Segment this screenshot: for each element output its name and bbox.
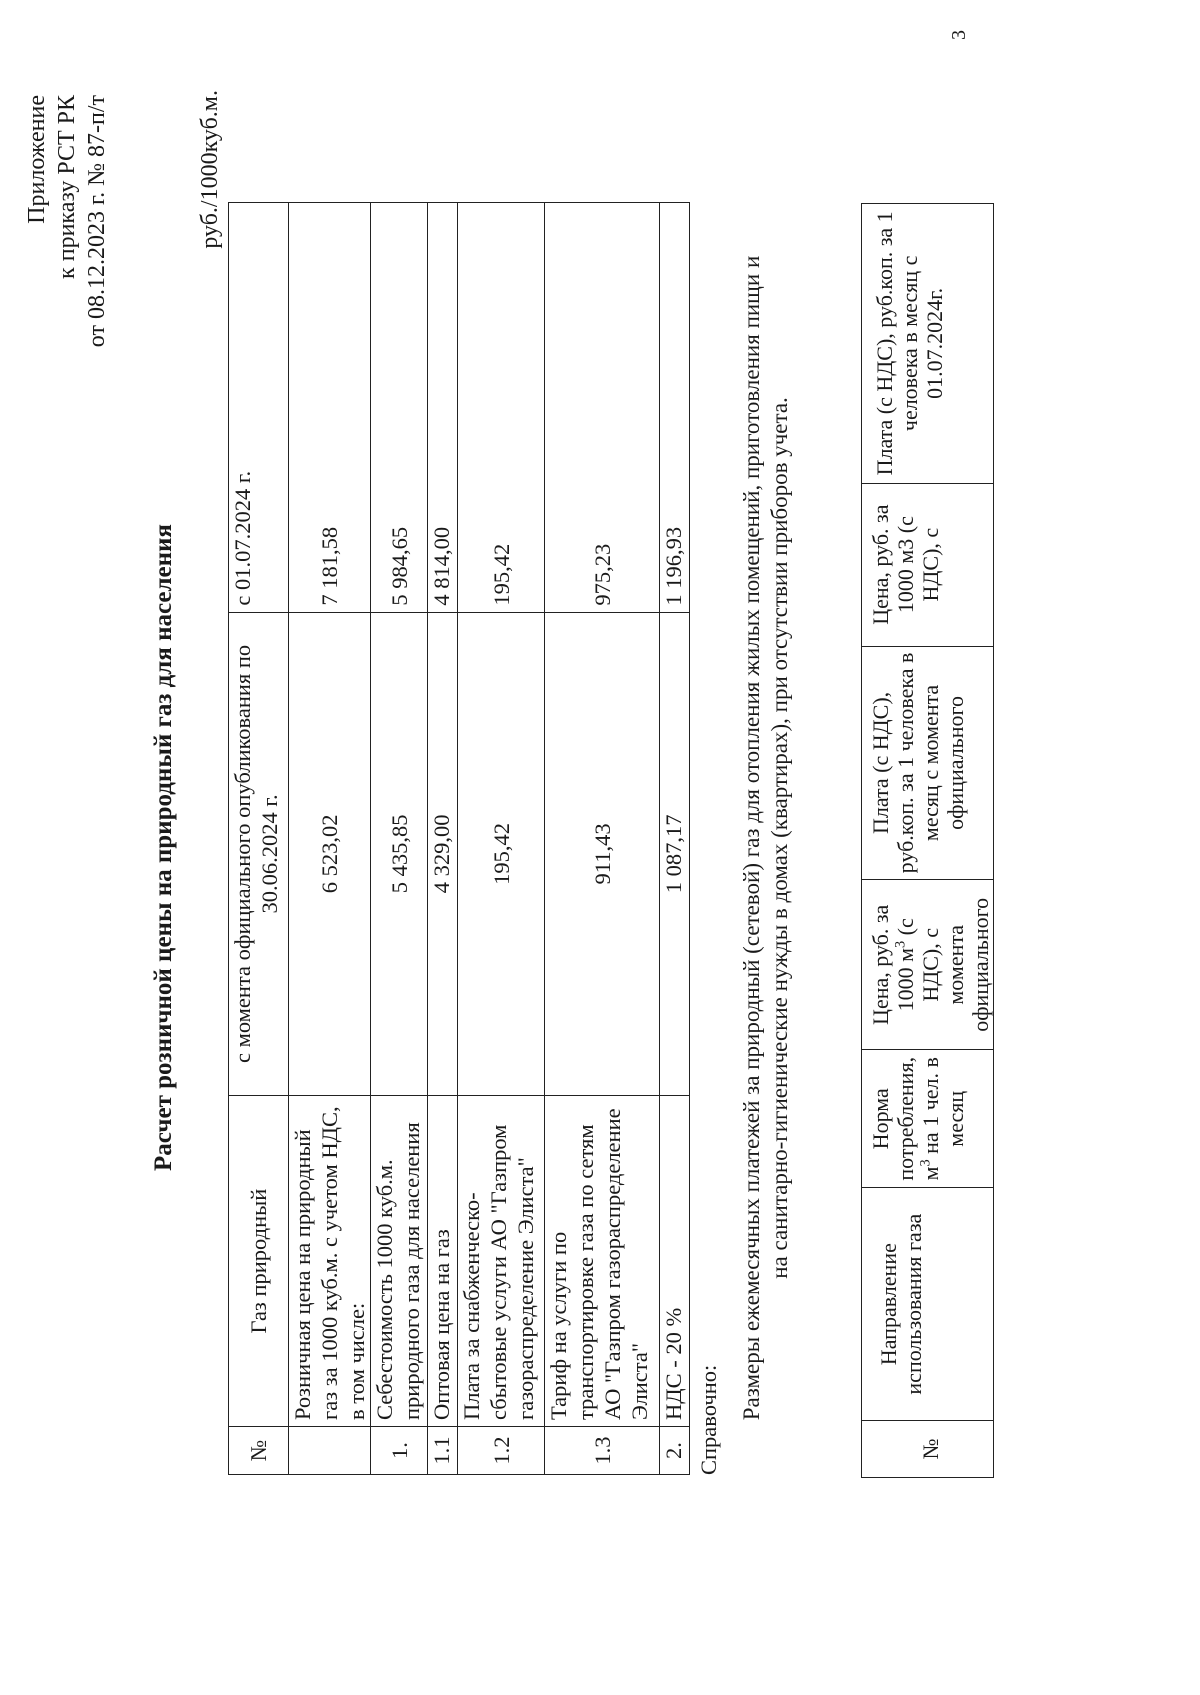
row-name: Розничная цена на природный газ за 1000 куб.м. с учетом НДС, в том числе: xyxy=(289,1096,371,1427)
row-value-period2: 195,42 xyxy=(458,203,545,613)
row-num: 1.3 xyxy=(545,1427,660,1475)
col-header-price2: Цена, руб. за 1000 м3 (с НДС), с xyxy=(862,483,994,646)
reference-label: Справочно: xyxy=(696,1364,721,1475)
col-header-pay2: Плата (с НДС), руб.коп. за 1 человека в месяц с 01.07.2024г. xyxy=(862,204,994,484)
table-row xyxy=(660,203,690,1475)
table-row xyxy=(428,203,458,1475)
col-header-pay1: Плата (с НДС), руб.коп. за 1 человека в месяц с момента официального xyxy=(862,646,994,880)
col-header-direction: Направление использования газа xyxy=(862,1188,994,1421)
payments-paragraph: Размеры ежемесячных платежей за природный (сетевой) газ для отопления жилых помещений, приготовления пищи и на санитарно-гигиенические нужды в домах (квартирах), при отсутствии приборов учета. xyxy=(739,255,792,1421)
table-row xyxy=(545,203,660,1475)
row-value-period2: 5 984,65 xyxy=(371,203,428,613)
row-name: НДС - 20 % xyxy=(660,1096,690,1427)
row-value-period1: 4 329,00 xyxy=(428,612,458,1096)
row-name: Тариф на услуги по транспортировке газа по сетям АО "Газпром газораспределение Элиста" xyxy=(545,1096,660,1427)
col-header-period2: с 01.07.2024 г. xyxy=(229,203,289,613)
price-calc-table xyxy=(228,202,690,1475)
table-row xyxy=(371,203,428,1475)
row-num: 1.2 xyxy=(458,1427,545,1475)
table-row xyxy=(458,203,545,1475)
row-value-period2: 975,23 xyxy=(545,203,660,613)
table-header-row xyxy=(229,203,289,1475)
header-line-2: к приказу РСТ РК xyxy=(54,95,80,279)
row-num: 1. xyxy=(371,1427,428,1475)
row-num xyxy=(289,1427,371,1475)
row-value-period1: 6 523,02 xyxy=(289,612,371,1096)
row-value-period1: 5 435,85 xyxy=(371,612,428,1096)
row-value-period1: 911,43 xyxy=(545,612,660,1096)
unit-label: руб./1000куб.м. xyxy=(197,90,223,249)
col-header-period1: с момента официального опубликования по 30.06.2024 г. xyxy=(229,612,289,1096)
row-value-period2: 7 181,58 xyxy=(289,203,371,613)
col-header-norm: Норма потребления, $м^3$ на 1 чел. в месяц xyxy=(862,1050,994,1188)
monthly-payments-table xyxy=(861,203,994,1478)
row-num: 2. xyxy=(660,1427,690,1475)
document-title: Расчет розничной цены на природный газ для населения xyxy=(150,524,177,1171)
header-line-1: Приложение xyxy=(24,95,50,224)
header-line-3: от 08.12.2023 г. № 87-п/т xyxy=(84,95,110,348)
page-number: 3 xyxy=(948,30,970,40)
row-value-period2: 4 814,00 xyxy=(428,203,458,613)
col-header-num: № xyxy=(862,1421,994,1478)
row-value-period1: 1 087,17 xyxy=(660,612,690,1096)
row-name: Плата за снабженческо-сбытовые услуги АО "Газпром газораспределение Элиста" xyxy=(458,1096,545,1427)
col-header-num: № xyxy=(229,1427,289,1475)
table-row xyxy=(289,203,371,1475)
table-header-row xyxy=(862,204,994,1478)
row-value-period1: 195,42 xyxy=(458,612,545,1096)
row-num: 1.1 xyxy=(428,1427,458,1475)
row-name: Себестоимость 1000 куб.м. природного газа для населения xyxy=(371,1096,428,1427)
row-value-period2: 1 196,93 xyxy=(660,203,690,613)
col-header-name: Газ природный xyxy=(229,1096,289,1427)
row-name: Оптовая цена на газ xyxy=(428,1096,458,1427)
col-header-price1: Цена, руб. за 1000 $м^3$ (с НДС), с момента официального xyxy=(862,880,994,1050)
appendix-header xyxy=(22,95,112,347)
